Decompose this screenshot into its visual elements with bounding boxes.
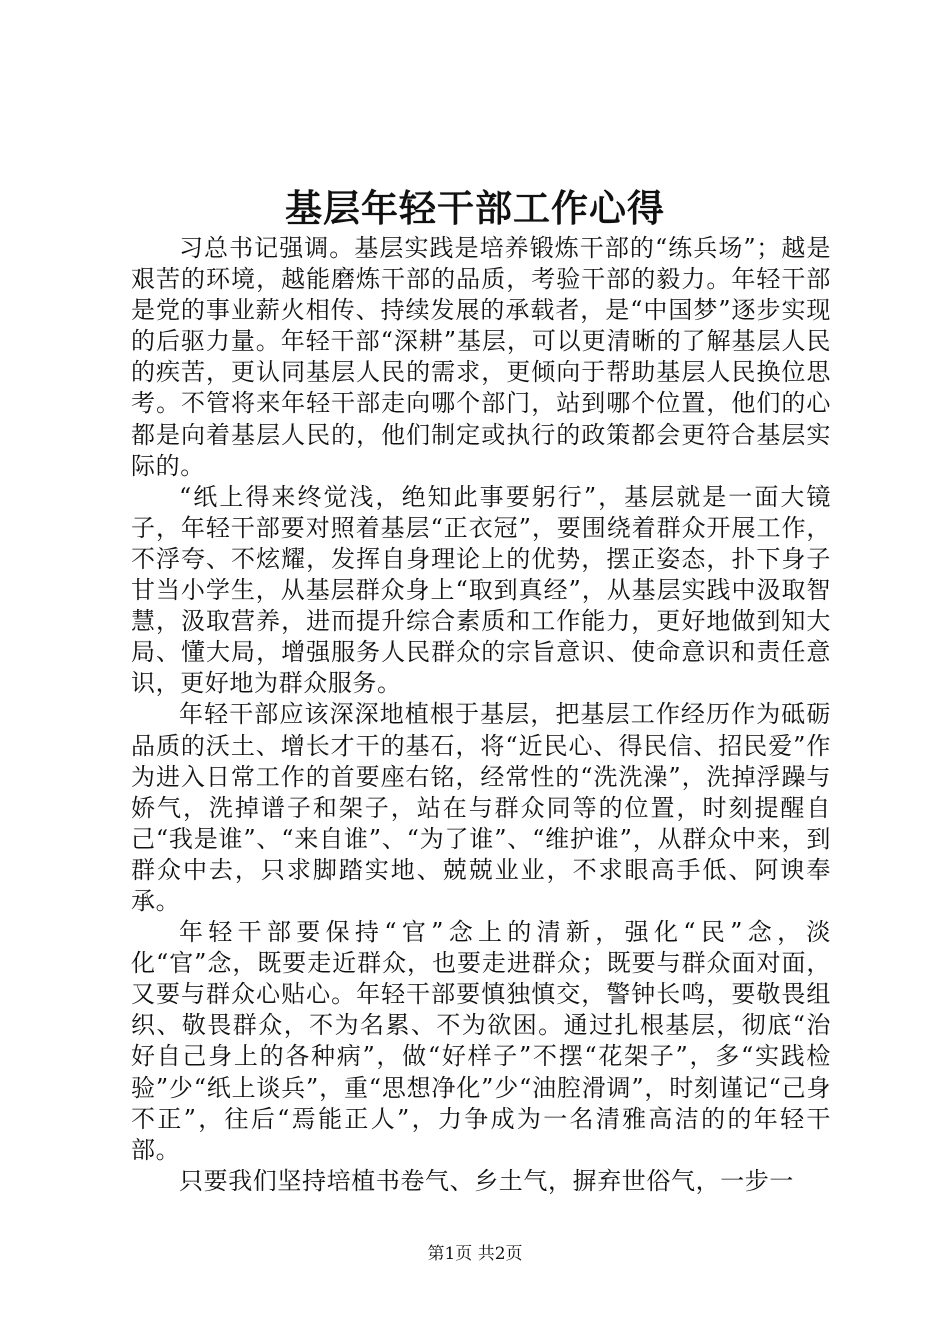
page-number-footer: 第1页 共2页 [427,1244,523,1264]
paragraph-5: 只要我们坚持培植书卷气、乡土气，摒弃世俗气，一步一 [179,1166,794,1195]
paragraph-1: 习总书记强调。基层实践是培养锻炼干部的“练兵场”；越是艰苦的环境，越能磨炼干部的品质，考验干部的毅力。年轻干部是党的事业薪火相传、持续发展的承载者，是“中国梦”逐步实现的后驱力量。年轻干部“深耕”基层，可以更清晰的了解基层人民的疾苦，更认同基层人民的需求，更倾向于帮助基层人民换位思考。不管将来年轻干部走向哪个部门，站到哪个位置，他们的心都是向着基层人民的，他们制定或执行的政策都会更符合基层实际的。 [131,234,831,480]
document-title: 基层年轻干部工作心得 [285,187,665,230]
paragraph-3: 年轻干部应该深深地植根于基层，把基层工作经历作为砥砺品质的沃土、增长才干的基石，将“近民心、得民信、招民爱”作为进入日常工作的首要座右铭，经常性的“洗洗澡”，洗掉浮躁与娇气，洗掉谱子和架子，站在与群众同等的位置，时刻提醒自己“我是谁”、“来自谁”、“为了谁”、“维护谁”，从群众中来，到群众中去，只求脚踏实地、兢兢业业，不求眼高手低、阿谀奉承。 [131,700,831,915]
paragraph-2: “纸上得来终觉浅，绝知此事要躬行”，基层就是一面大镜子，年轻干部要对照着基层“正衣冠”，要围绕着群众开展工作，不浮夸、不炫耀，发挥自身理论上的优势，摆正姿态，扑下身子甘当小学生，从基层群众身上“取到真经”，从基层实践中汲取智慧，汲取营养，进而提升综合素质和工作能力，更好地做到知大局、懂大局，增强服务人民群众的宗旨意识、使命意识和责任意识，更好地为群众服务。 [131,482,831,698]
document-body [131,233,831,1197]
paragraph-4: 年轻干部要保持“官”念上的清新，强化“民”念，淡化“官”念，既要走近群众，也要走进群众；既要与群众面对面，又要与群众心贴心。年轻干部要慎独慎交，警钟长鸣，要敬畏组织、敬畏群众，不为名累、不为欲困。通过扎根基层，彻底“治好自己身上的各种病”，做“好样子”不摆“花架子”，多“实践检验”少“纸上谈兵”，重“思想净化”少“油腔滑调”，时刻谨记“己身不正”，往后“焉能正人”，力争成为一名清雅高洁的的年轻干部。 [131,918,831,1164]
